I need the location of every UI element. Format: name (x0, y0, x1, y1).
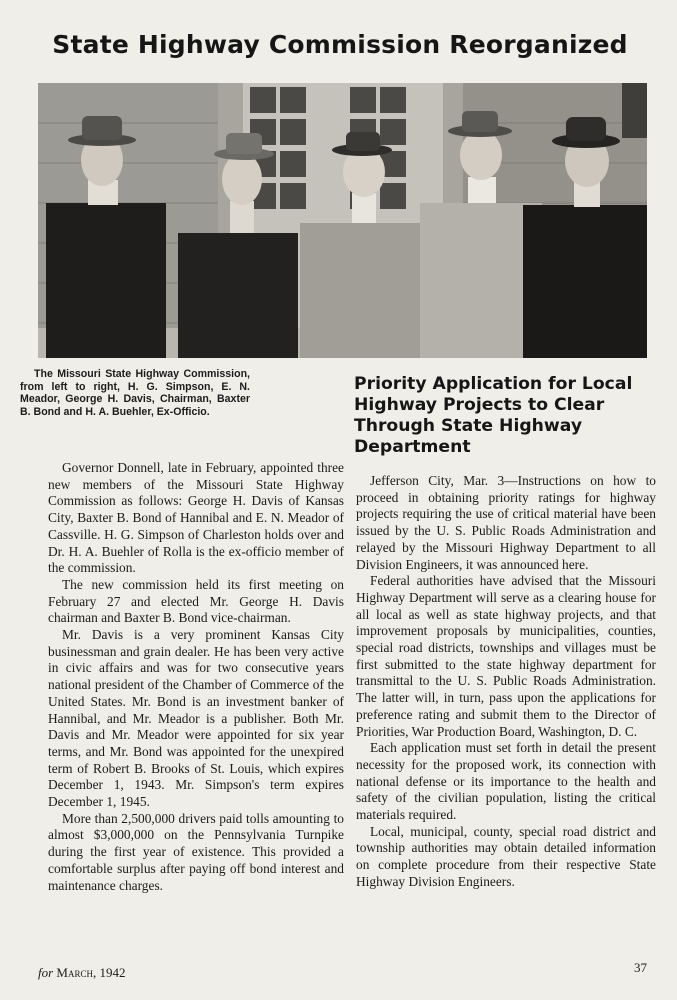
paragraph: Jefferson City, Mar. 3—Instructions on how to proceed in obtaining priority ratings for highway projects requiring the use of critical material have been issued by the U. S. Public Roads Administration and relayed by the Missouri Highway Department to all Division Engineers, it was announced here. (356, 473, 656, 572)
article-headline: State Highway Commission Reorganized (52, 30, 628, 59)
paragraph: Each application must set forth in detail the present necessity for the proposed work, its connection with national defense or its importance to the health and safety of the civilian population, listing the critical materials required. (356, 740, 656, 823)
footer-for: for (38, 965, 54, 980)
caption-text: The Missouri State Highway Commission, from left to right, H. G. Simpson, E. N. Meador, George H. Davis, Chairman, Baxter B. Bond and H. A. Buehler, Ex-Officio. (20, 368, 250, 418)
right-column (356, 473, 656, 891)
paragraph: More than 2,500,000 drivers paid tolls amounting to almost $3,000,000 on the Pennsylvania Turnpike during the first year of existence. This provided a comfortable surplus after paying off bond interest and maintenance charges. (48, 810, 344, 893)
commission-photo (38, 83, 647, 358)
paragraph: Governor Donnell, late in February, appointed three new members of the Missouri State Highway Commission as follows: George H. Davis of Kansas City, Baxter B. Bond of Hannibal and E. N. Meador of Cassville. H. G. Simpson of Charleston holds over and Dr. H. A. Buehler of Rolla is the ex-officio member of the commission. (48, 460, 344, 576)
page-number: 37 (634, 960, 647, 975)
article-subhead: Priority Application for Local Highway Projects to Clear Through State Highway Department (354, 374, 633, 457)
issue-footer (38, 965, 126, 981)
photo-caption (20, 368, 250, 418)
footer-issue: March, 1942 (56, 965, 126, 980)
left-column (48, 460, 344, 894)
paragraph: The new commission held its first meeting on February 27 and elected Mr. George H. Davis chairman and Baxter B. Bond vice-chairman. (48, 576, 344, 626)
paragraph: Federal authorities have advised that the Missouri Highway Department will serve as a clearing house for all local as well as state highway projects, and that improvement proposals by municipalities, counties, special road districts, townships and villages must be first submitted to the state highway department for transmittal to the U. S. Public Roads Administration. The latter will, in turn, pass upon the applications for preference rating and submit them to the Director of Priorities, War Production Board, Washington, D. C. (356, 573, 656, 739)
paragraph: Local, municipal, county, special road district and township authorities may obtain detailed information on complete procedure from their respective State Highway Division Engineers. (356, 823, 656, 889)
paragraph: Mr. Davis is a very prominent Kansas City businessman and grain dealer. He has been very active in civic affairs and was for two consecutive years national president of the Chamber of Commerce of the United States. Mr. Bond is an investment banker of Hannibal, and Mr. Meador is a publisher. Both Mr. Davis and Mr. Meador were appointed for six year terms, and Mr. Bond was appointed for the unexpired term of Robert B. Brooks of St. Louis, which expires December 1, 1943. Mr. Simpson's term expires December 1, 1945. (48, 627, 344, 810)
